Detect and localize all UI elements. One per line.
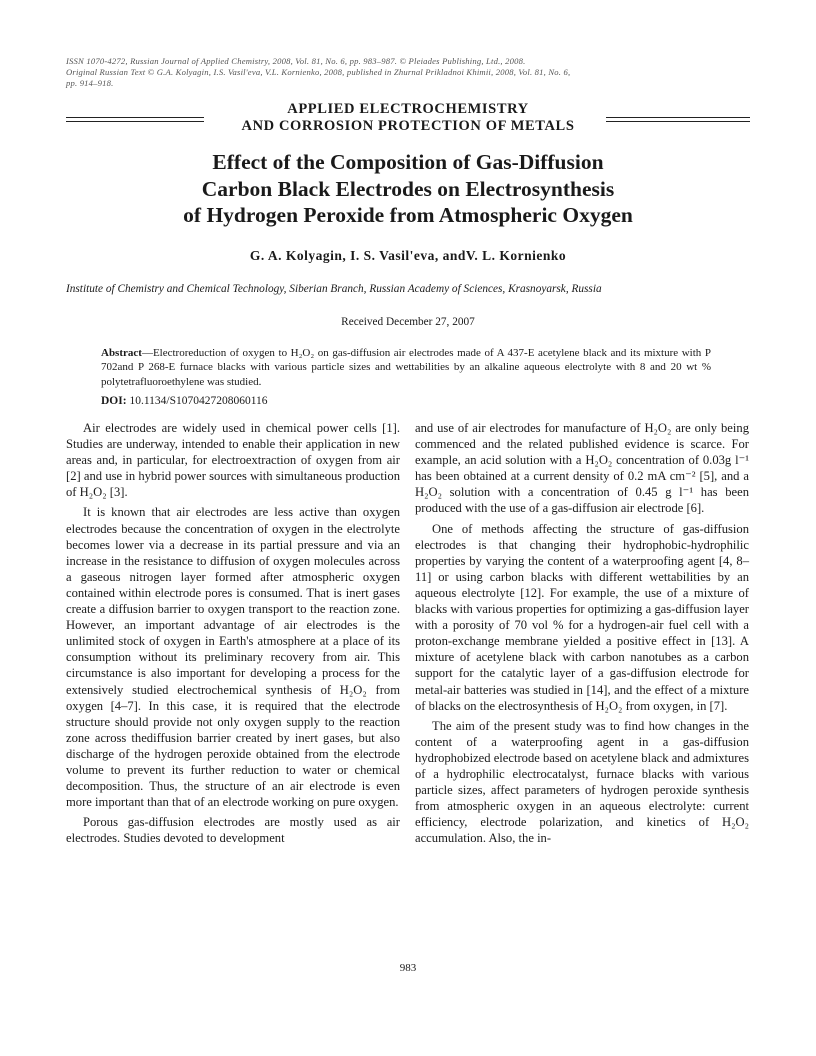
abstract-label: Abstract <box>101 347 142 359</box>
doi-value: 10.1134/S1070427208060116 <box>129 395 268 407</box>
doi <box>101 395 268 407</box>
article-title <box>0 149 816 229</box>
abstract-text: —Electroreduction of oxygen to H₂O₂ on gas-diffusion air electrodes made of A 437-E acetylene black and its mixture with P 702and P 268-E furnace blacks with various particle sizes and wettabilities by an alkaline aqueous electrolyte with 8 and 20 wt % polytetrafluoroethylene was studied. <box>101 347 711 388</box>
page-number: 983 <box>399 962 417 974</box>
paragraph: and use of air electrodes for manufacture of H₂O₂ are only being commenced and the related published evidence is scarce. For example, an acid solution with a H₂O₂ concentration of 0.03g l⁻¹ has been obtained at a current density of 0.2 mA cm⁻² [5], and a H₂O₂ solution with a concentration of 0.45 g l⁻¹ has been produced with the use of a gas-diffusion air electrode [6]. <box>415 421 749 516</box>
column-left <box>66 420 400 846</box>
journal-header-line-1: ISSN 1070-4272, Russian Journal of Applied Chemistry, 2008, Vol. 81, No. 6, pp. 983–987. © Pleiades Publishing, Ltd., 2008. <box>66 56 526 66</box>
section-heading-line-2: AND CORROSION PROTECTION OF METALS <box>241 118 575 134</box>
authors: G. A. Kolyagin, I. S. Vasil'eva, andV. L. Kornienko <box>249 248 567 263</box>
paragraph: One of methods affecting the structure of gas-diffusion electrodes is that changing their hydrophobic-hydrophilic properties by varying the content of a waterproofing agent [4, 8–11] or using carbon blacks with different wettabilities by an aqueous electrolyte [12]. For example, the use of a mixture of blacks with various properties for optimizing a gas-diffusion layer with a porosity of 70 vol % for a hydrogen-air fuel cell with a proton-exchange membrane yielded a positive effect in [13]. A mixture of acetylene black with carbon nanotubes as a carbon support for the catalytic layer of a gas-diffusion electrode for metal-air batteries was studied in [14], and the effect of a mixture of blacks on the electrosynthesis of H₂O₂ from oxygen, in [7]. <box>415 521 749 713</box>
received-date: Received December 27, 2007 <box>341 316 475 328</box>
column-right <box>415 420 749 846</box>
paragraph: It is known that air electrodes are less active than oxygen electrodes because the concentration of oxygen in the electrolyte becomes lower via a decrease in its partial pressure and via an increase in the resistance to diffusion of oxygen molecules across a gaseous nitrogen layer formed after atmospheric oxygen contained within electrode pores is consumed. That is inert gases create a diffusion barrier to oxygen transport to the reaction zone. However, an important advantage of air electrodes is the unlimited stock of oxygen in Earth's atmosphere at a place of its consumption without its preliminary recovery from air. This circumstance is also important for developing a process for the extensively studied electrochemical synthesis of H₂O₂ from oxygen [4–7]. In this case, it is required that the electrode structure should provide not only oxygen supply to the reaction zone across thediffusion barrier created by inert gases, but also discharge of the hydrogen peroxide obtained from the electrode volume to prevent its further reduction to water or chemical decomposition. Thus, the structure of an air electrode is even more important than that of an electrode working on pure oxygen. <box>66 505 400 810</box>
section-heading <box>0 101 816 135</box>
title-line-2: Carbon Black Electrodes on Electrosynthesis <box>201 176 615 201</box>
doi-label: DOI: <box>101 395 127 407</box>
paragraph: Air electrodes are widely used in chemical power cells [1]. Studies are underway, intended to enable their application in new areas and, in particular, for electroextraction of oxygen from air [2] and use in hybrid power sources with simultaneous production of H₂O₂ [3]. <box>66 421 400 500</box>
journal-header-line-2: Original Russian Text © G.A. Kolyagin, I.S. Vasil'eva, V.L. Kornienko, 2008, published in Zhurnal Prikladnoi Khimii, 2008, Vol. 81, No. 6, <box>66 67 571 77</box>
paragraph: Porous gas-diffusion electrodes are mostly used as air electrodes. Studies devoted to development <box>66 815 400 846</box>
abstract <box>101 346 711 389</box>
affiliation: Institute of Chemistry and Chemical Technology, Siberian Branch, Russian Academy of Sciences, Krasnoyarsk, Russia <box>66 283 602 295</box>
title-line-3: of Hydrogen Peroxide from Atmospheric Oxygen <box>183 203 633 227</box>
section-heading-line-1: APPLIED ELECTROCHEMISTRY <box>287 101 529 117</box>
journal-header-line-3: pp. 914–918. <box>66 78 114 88</box>
title-line-1: Effect of the Composition of Gas-Diffusion <box>212 150 604 174</box>
paragraph: The aim of the present study was to find how changes in the content of a waterproofing agent in a gas-diffusion hydrophobized electrode based on acetylene black and admixtures of a hydrophilic electrocatalyst, furnace blacks with various particle sizes, affect parameters of hydrogen peroxide synthesis from atmospheric oxygen in an aqueous electrolyte: current efficiency, electrode polarization, and kinetics of H₂O₂ accumulation. Also, the in- <box>415 718 749 846</box>
